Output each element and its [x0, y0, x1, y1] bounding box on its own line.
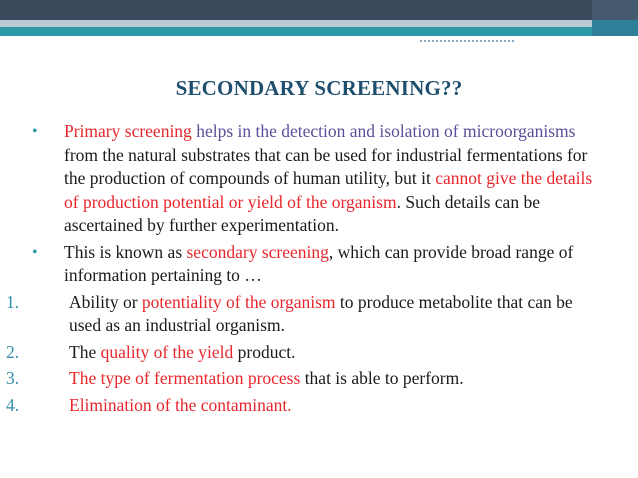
- bullet-item: [0, 120, 638, 238]
- header-dashed-line: [420, 40, 516, 42]
- item-text-segment: product.: [233, 341, 296, 362]
- item-text-segment: Ability or: [69, 291, 142, 312]
- header-bar-teal-accent: [592, 20, 638, 36]
- item-text-segment: potentiality of the organism: [141, 291, 336, 312]
- numbered-item: [0, 291, 638, 338]
- header-bar-light: [0, 20, 638, 27]
- slide-title: SECONDARY SCREENING??: [175, 76, 463, 100]
- slide-body: [0, 120, 638, 420]
- bullet-text-segment: cannot give the details of production potential or yield of the organism: [64, 168, 593, 212]
- bullet-item: [0, 241, 638, 288]
- item-text-segment: Elimination of the contaminant.: [69, 394, 292, 415]
- item-number: 4.: [6, 394, 20, 415]
- item-text-segment: The: [69, 341, 101, 362]
- bullet-text-segment: secondary screening: [186, 241, 329, 262]
- bullet-text-segment: This is known as: [64, 241, 187, 262]
- item-text-segment: The type of fermentation process: [69, 368, 301, 388]
- header-bar-teal: [0, 27, 638, 36]
- item-text-segment: to produce metabolite that can be used as an industrial organism.: [69, 291, 573, 335]
- numbered-item: [0, 341, 638, 365]
- bullet-text-segment: Primary screening: [64, 121, 192, 141]
- header-bar-dark-accent: [592, 0, 638, 20]
- item-number: 1.: [6, 291, 20, 312]
- bullet-text-segment: . Such details can be ascertained by further experimentation.: [64, 191, 540, 235]
- bullet-icon: •: [32, 123, 38, 140]
- item-text-segment: that is able to perform.: [300, 368, 464, 388]
- header-bar-dark: [0, 0, 638, 20]
- bullet-text-segment: helps in the detection and isolation of microorganisms: [191, 121, 576, 141]
- item-number: 3.: [6, 368, 20, 388]
- numbered-item: [0, 367, 638, 391]
- numbered-item: [0, 394, 638, 418]
- item-number: 2.: [6, 341, 20, 362]
- item-text-segment: quality of the yield: [100, 341, 234, 362]
- bullet-icon: •: [32, 243, 38, 261]
- bullet-text-segment: , which can provide broad range of information pertaining to …: [64, 241, 574, 285]
- bullet-text-segment: from the natural substrates that can be used for industrial fermentations for the production of compounds of human utility, but it: [64, 144, 588, 188]
